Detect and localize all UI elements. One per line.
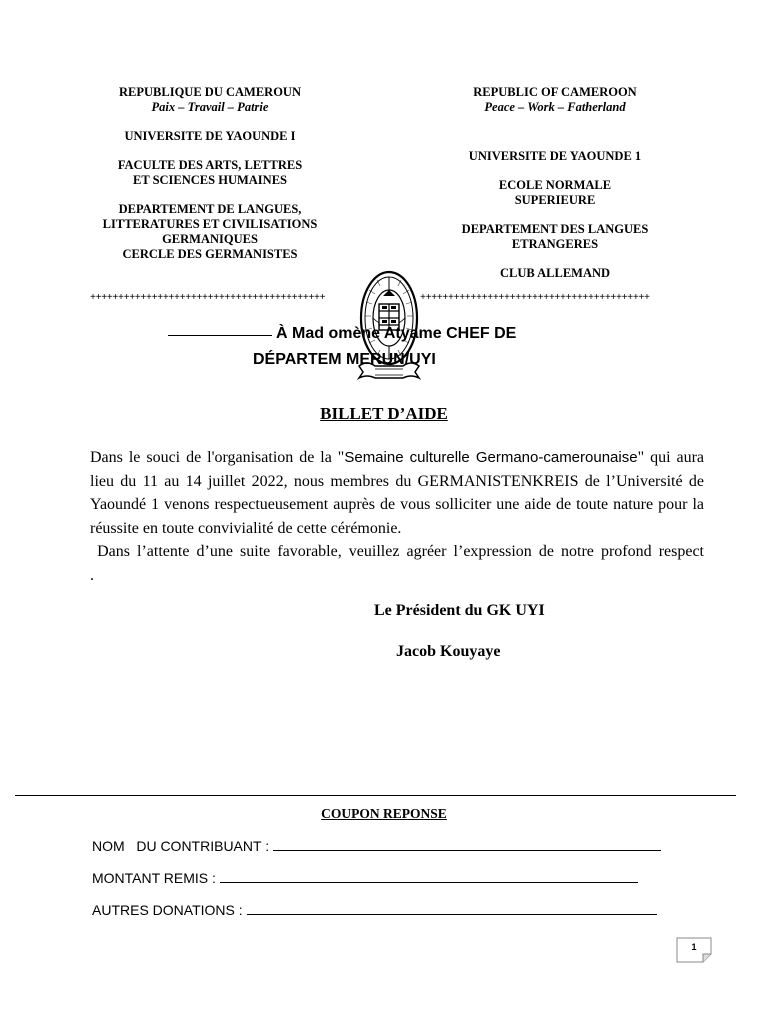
paragraph-2: Dans l’attente d’une suite favorable, veuillez agréer l’expression de notre profond respect . bbox=[90, 543, 741, 584]
field-amount-label: MONTANT REMIS : bbox=[92, 870, 216, 886]
right-school-line1: ECOLE NORMALE bbox=[498, 178, 612, 192]
field-amount bbox=[92, 870, 638, 886]
right-club: CLUB ALLEMAND bbox=[499, 266, 611, 280]
document-title: BILLET D’AIDE bbox=[320, 404, 448, 423]
right-country: REPUBLIC OF CAMEROON bbox=[473, 85, 637, 99]
field-other-donations-label: AUTRES DONATIONS : bbox=[92, 902, 243, 918]
left-circle: CERCLE DES GERMANISTES bbox=[122, 247, 298, 261]
left-header bbox=[60, 85, 360, 262]
right-separator: +++++++++++++++++++++++++++++++++++++++++ bbox=[420, 293, 650, 304]
left-country: REPUBLIQUE DU CAMEROUN bbox=[119, 85, 301, 99]
left-faculty-line2: ET SCIENCES HUMAINES bbox=[133, 173, 287, 187]
paragraph-1-part2: " qui aura lieu du 11 au 14 juillet 2022, nous membres du GERMANISTENKREIS de l’Université de Yaoundé 1 venons respectueusement auprès de vous solliciter une aide de toute nature pour la réussite en toute convivialité de cette cérémonie. bbox=[90, 449, 705, 537]
paragraph-1-part1: Dans le souci de l'organisation de la " bbox=[90, 449, 345, 466]
field-other-donations-line[interactable] bbox=[247, 902, 657, 915]
paragraph-1 bbox=[90, 446, 704, 540]
letter-body bbox=[90, 446, 741, 588]
page-number: 1 bbox=[691, 942, 697, 952]
left-separator: ++++++++++++++++++++++++++++++++++++++++++ bbox=[90, 293, 326, 304]
left-motto: Paix – Travail – Patrie bbox=[151, 100, 269, 114]
signature-title: Le Président du GK UYI bbox=[374, 602, 545, 619]
left-department-line1: DEPARTEMENT DE LANGUES, bbox=[118, 202, 302, 216]
right-motto: Peace – Work – Fatherland bbox=[484, 100, 626, 114]
right-department-line2: ETRANGERES bbox=[511, 237, 599, 251]
addressee-line2: DÉPARTEM MERUN/UYI bbox=[253, 351, 436, 368]
right-header bbox=[420, 85, 690, 281]
coupon-divider bbox=[15, 795, 736, 796]
addressee-line1 bbox=[168, 325, 516, 343]
field-amount-line[interactable] bbox=[220, 870, 638, 883]
event-name: Semaine culturelle Germano-camerounaise bbox=[344, 449, 638, 466]
left-department-line3: GERMANIQUES bbox=[162, 232, 258, 246]
field-contributor-name-line[interactable] bbox=[273, 838, 661, 851]
right-department-line1: DEPARTEMENT DES LANGUES bbox=[461, 222, 649, 236]
left-faculty-line1: FACULTE DES ARTS, LETTRES bbox=[117, 158, 303, 172]
right-university: UNIVERSITE DE YAOUNDE 1 bbox=[468, 149, 642, 163]
left-department-line2: LITTERATURES ET CIVILISATIONS bbox=[102, 217, 318, 231]
field-other-donations bbox=[92, 902, 657, 918]
signature-name: Jacob Kouyaye bbox=[396, 643, 501, 660]
coupon-title: COUPON REPONSE bbox=[321, 806, 447, 821]
field-contributor-name bbox=[92, 838, 661, 854]
right-school-line2: SUPERIEURE bbox=[514, 193, 596, 207]
addressee-line1-text: À Mad omène Atyame CHEF DE bbox=[276, 325, 517, 342]
page-number-badge bbox=[676, 937, 712, 963]
addressee-underline bbox=[168, 335, 272, 336]
field-contributor-name-label: NOM DU CONTRIBUANT : bbox=[92, 838, 270, 854]
left-university: UNIVERSITE DE YAOUNDE I bbox=[124, 129, 296, 143]
